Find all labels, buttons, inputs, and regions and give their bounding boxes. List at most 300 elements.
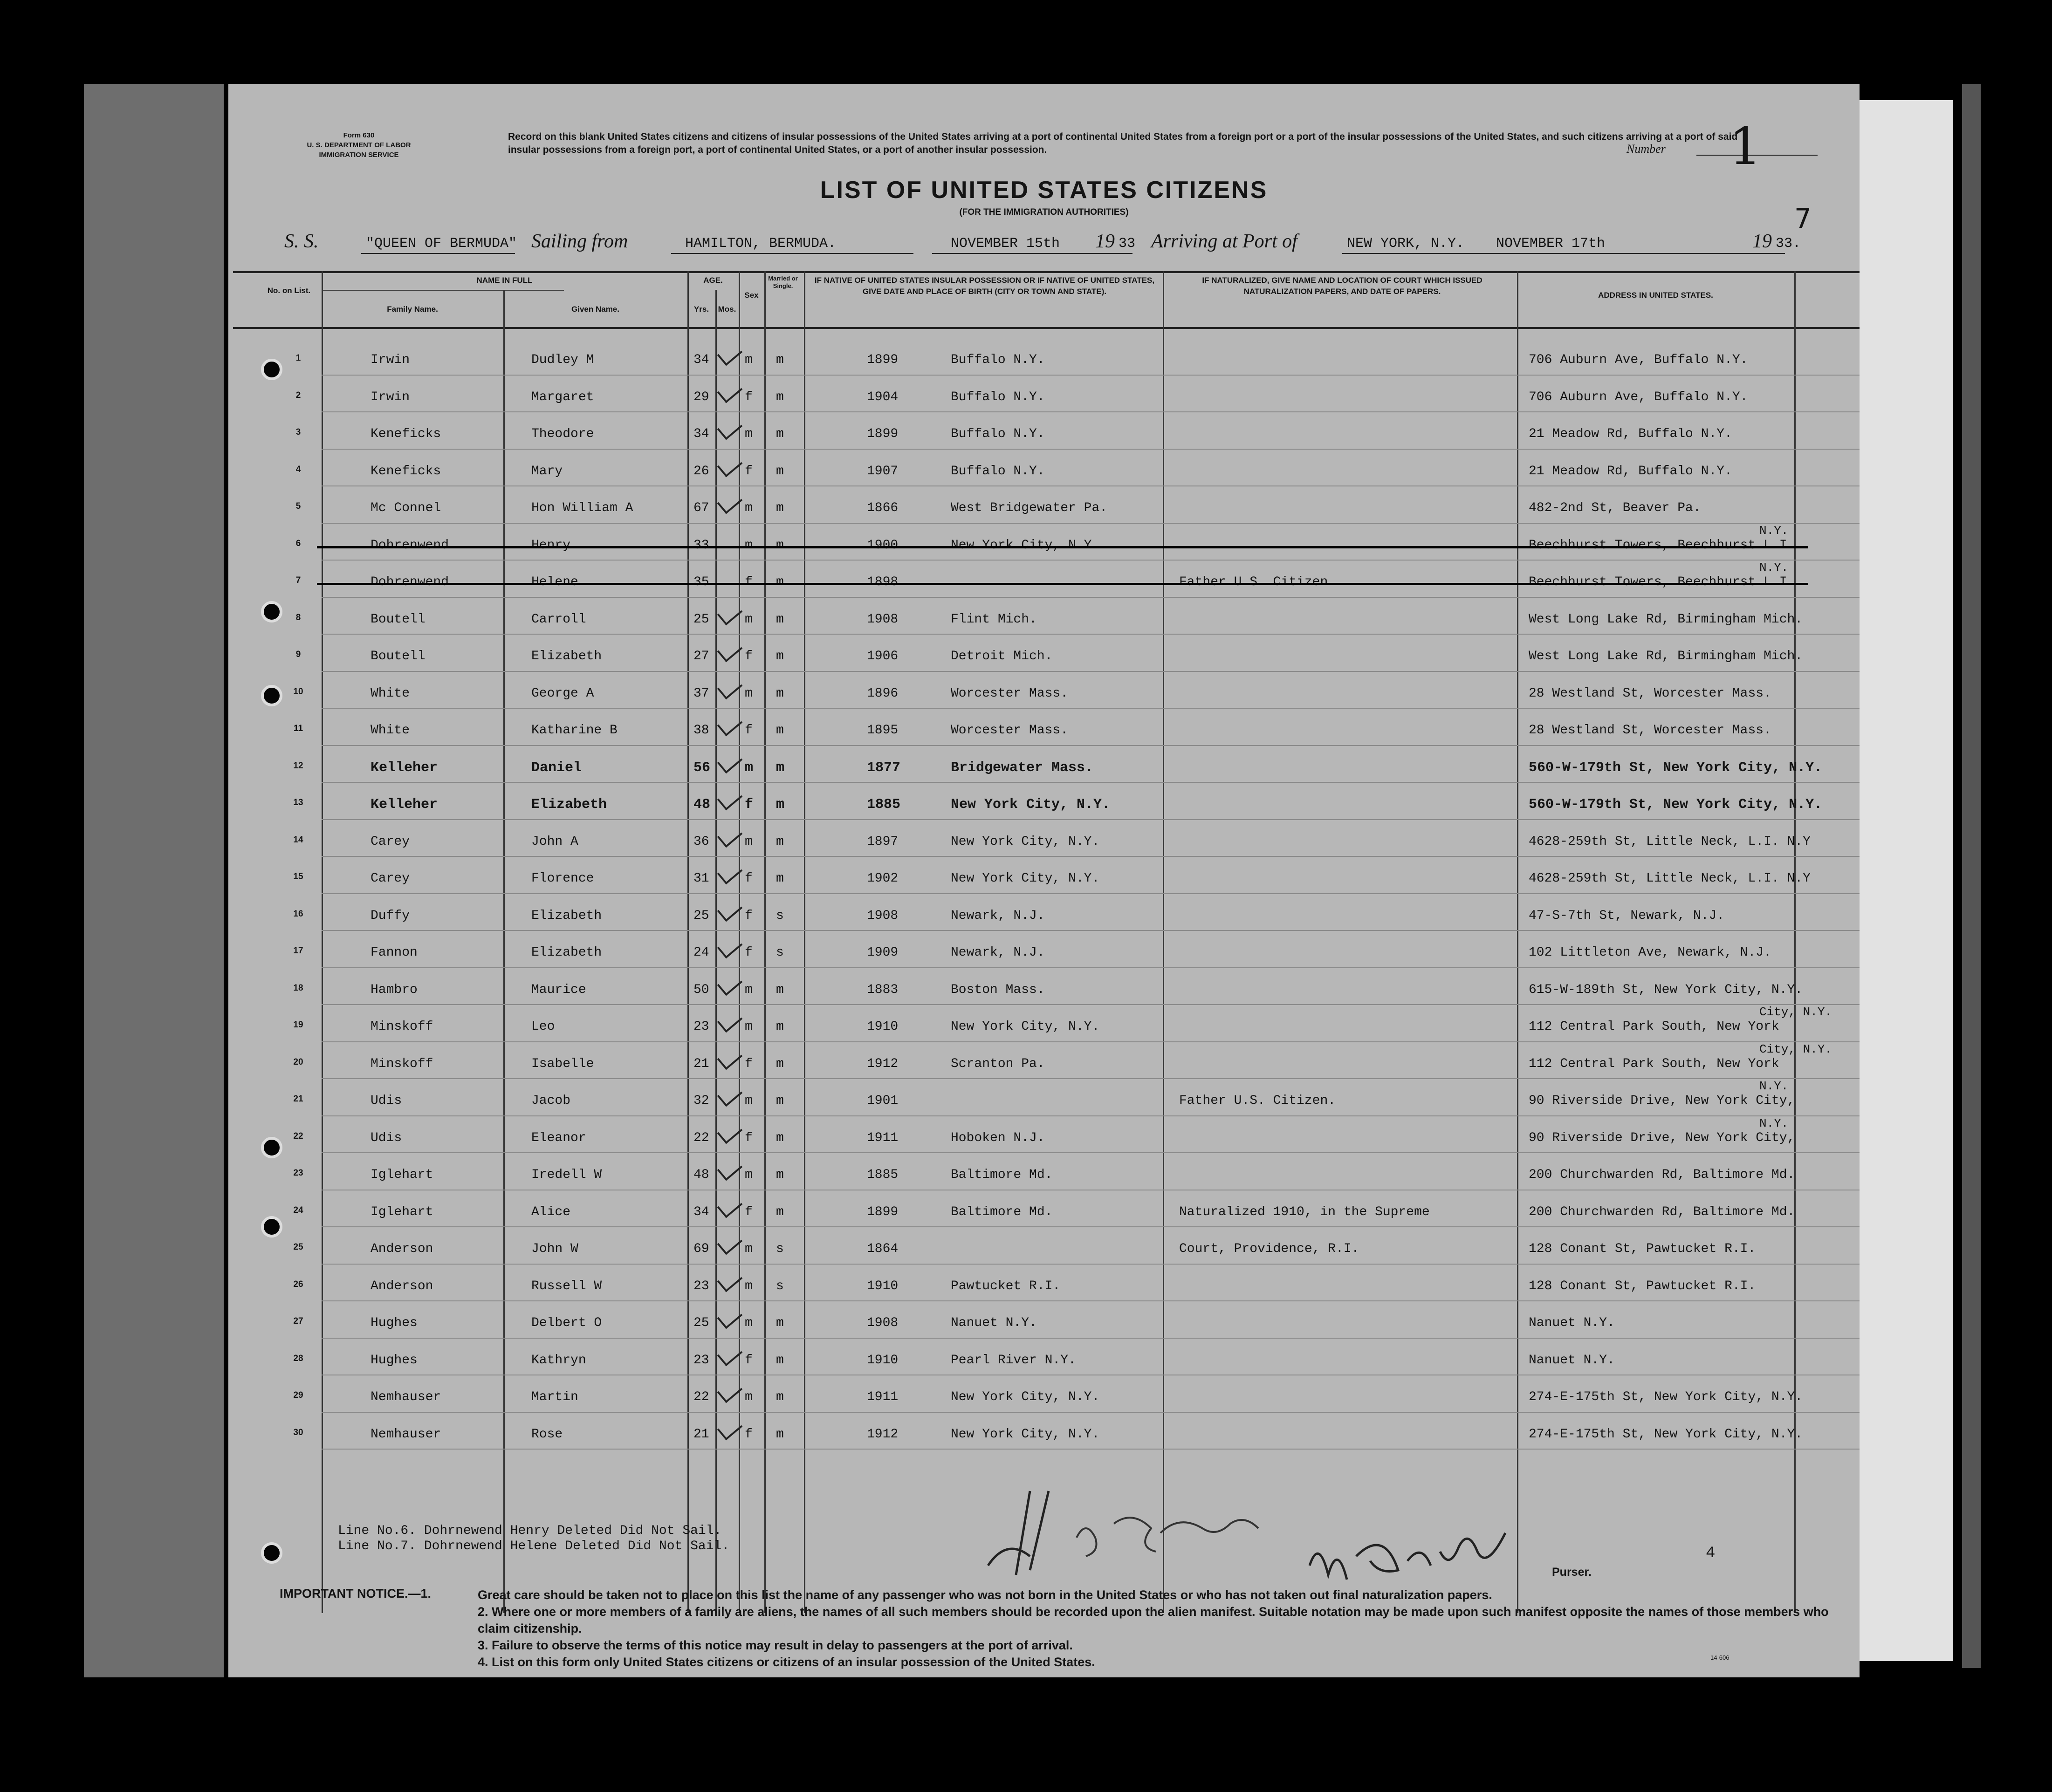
birth-year: 1912 xyxy=(867,1427,899,1442)
given-name: Martin xyxy=(531,1390,578,1404)
address-continuation: N.Y. xyxy=(1759,1116,1789,1130)
age-years: 25 xyxy=(693,908,709,923)
from-port: HAMILTON, BERMUDA. xyxy=(685,236,837,252)
married-single: m xyxy=(776,797,785,813)
address: Beechhurst Towers, Beechhurst L.I. xyxy=(1529,538,1795,553)
birth-place: Buffalo N.Y. xyxy=(951,353,1045,367)
married-single: m xyxy=(776,501,784,515)
row-rule xyxy=(322,819,1860,820)
age-years: 31 xyxy=(693,871,709,886)
address: 615-W-189th St, New York City, N.Y. xyxy=(1529,982,1803,997)
birth-place: Buffalo N.Y. xyxy=(951,464,1045,479)
age-years: 24 xyxy=(693,945,709,960)
birth-place: Baltimore Md. xyxy=(951,1168,1053,1182)
given-name: Daniel xyxy=(531,759,582,776)
age-years: 67 xyxy=(693,501,709,515)
sex: m xyxy=(745,427,753,441)
row-number: 8 xyxy=(295,612,301,622)
birth-year: 1901 xyxy=(867,1094,899,1108)
sex: m xyxy=(745,612,753,627)
given-name: John W xyxy=(531,1242,578,1256)
family-name: Kelleher xyxy=(371,797,438,813)
birth-place: Baltimore Md. xyxy=(951,1204,1053,1219)
address: 128 Conant St, Pawtucket R.I. xyxy=(1529,1279,1756,1293)
row-rule xyxy=(322,856,1860,857)
row-rule xyxy=(322,1152,1860,1153)
given-name: Hon William A xyxy=(531,501,633,515)
address: 21 Meadow Rd, Buffalo N.Y. xyxy=(1529,427,1732,441)
naturalization: Court, Providence, R.I. xyxy=(1179,1242,1359,1256)
given-name: Katharine B xyxy=(531,723,618,738)
age-years: 34 xyxy=(693,353,709,367)
form-number: Form 630 xyxy=(343,131,375,139)
sex: m xyxy=(745,538,753,553)
age-years: 29 xyxy=(693,390,709,404)
underlying-page-edge xyxy=(84,84,224,1677)
arrive-year-prefix: 19 xyxy=(1752,231,1772,252)
birth-place: Worcester Mass. xyxy=(951,723,1069,738)
row-number: 29 xyxy=(293,1390,303,1400)
header-family-name: Family Name. xyxy=(387,305,438,314)
header-birth: IF NATIVE OF UNITED STATES INSULAR POSSESSION OR IF NATIVE OF UNITED STATES, GIVE DATE AND PLACE OF BIRTH (CITY OR TOWN AND STATE). xyxy=(814,276,1155,296)
address: 90 Riverside Drive, New York City, xyxy=(1529,1094,1795,1108)
row-number: 23 xyxy=(293,1168,303,1178)
row-rule xyxy=(322,782,1860,783)
row-number: 26 xyxy=(293,1279,303,1289)
married-single: m xyxy=(776,1168,784,1182)
row-number: 10 xyxy=(293,686,303,697)
header-address: ADDRESS IN UNITED STATES. xyxy=(1598,291,1713,300)
notice-1: Great care should be taken not to place on this list the name of any passenger who was not born in the United States or who has not taken out final naturalization papers. xyxy=(478,1588,1492,1602)
birth-year: 1907 xyxy=(867,464,899,479)
ss-label: S. S. xyxy=(284,231,319,252)
birth-place: New York City, N.Y. xyxy=(951,1019,1100,1034)
birth-place: New York City, N.Y. xyxy=(951,834,1100,849)
age-years: 34 xyxy=(693,427,709,441)
row-number: 14 xyxy=(293,834,303,845)
address: Nanuet N.Y. xyxy=(1529,1353,1615,1368)
family-name: Udis xyxy=(371,1130,402,1145)
birth-place: Pawtucket R.I. xyxy=(951,1279,1061,1293)
birth-place: Scranton Pa. xyxy=(951,1056,1045,1071)
sex: f xyxy=(745,908,753,923)
naturalization: Father U.S. Citizen. xyxy=(1179,575,1336,589)
name-group-rule xyxy=(322,290,527,291)
address-continuation: N.Y. xyxy=(1759,523,1789,538)
family-name: Carey xyxy=(371,871,410,886)
address-continuation: N.Y. xyxy=(1759,1079,1789,1093)
row-rule xyxy=(322,523,1860,524)
birth-place: New York City, N.Y. xyxy=(951,538,1100,553)
strike-through-line xyxy=(317,546,1808,548)
married-single: m xyxy=(776,1094,784,1108)
married-single: m xyxy=(776,1353,784,1368)
notice-4: 4. List on this form only United States citizens or citizens of an insular possession of the United States. xyxy=(478,1655,1095,1669)
row-rule xyxy=(322,449,1860,450)
row-number: 4 xyxy=(295,464,301,474)
row-rule xyxy=(322,597,1860,598)
address: 482-2nd St, Beaver Pa. xyxy=(1529,501,1701,515)
age-years: 50 xyxy=(693,982,709,997)
married-single: m xyxy=(776,538,784,553)
row-rule xyxy=(322,1004,1860,1005)
married-single: m xyxy=(776,1019,784,1034)
married-single: m xyxy=(776,427,784,441)
married-single: m xyxy=(776,390,784,404)
given-name: John A xyxy=(531,834,578,849)
family-name: Keneficks xyxy=(371,464,441,479)
arrive-year: 33. xyxy=(1776,236,1801,252)
birth-place: Worcester Mass. xyxy=(951,686,1069,701)
given-name: Mary xyxy=(531,464,563,479)
family-name: Anderson xyxy=(371,1279,433,1293)
sex: f xyxy=(745,723,753,738)
sex: m xyxy=(745,501,753,515)
age-years: 69 xyxy=(693,1242,709,1256)
married-single: m xyxy=(776,1390,784,1404)
address-continuation: City, N.Y. xyxy=(1759,1042,1832,1056)
deleted-note-line-7: Line No.7. Dohrnewend Helene Deleted Did Not Sail. xyxy=(338,1539,730,1553)
age-years: 35 xyxy=(693,575,709,589)
married-single: m xyxy=(776,1056,784,1071)
row-rule xyxy=(322,930,1860,931)
row-number: 25 xyxy=(293,1242,303,1252)
sex: f xyxy=(745,464,753,479)
header-mos: Mos. xyxy=(718,305,736,314)
given-name: Dudley M xyxy=(531,353,594,367)
sex: m xyxy=(745,353,753,367)
citizens-table xyxy=(233,271,1860,1613)
birth-year: 1885 xyxy=(867,1168,899,1182)
table-top-border xyxy=(233,271,1860,273)
row-rule xyxy=(322,1412,1860,1413)
given-name: Rose xyxy=(531,1427,563,1442)
sex: f xyxy=(745,797,754,813)
row-number: 1 xyxy=(295,353,301,363)
given-name: Eleanor xyxy=(531,1130,586,1145)
age-years: 33 xyxy=(693,538,709,553)
married-single: m xyxy=(776,464,784,479)
birth-place: Newark, N.J. xyxy=(951,945,1045,960)
row-rule xyxy=(322,1449,1860,1450)
family-name: White xyxy=(371,723,410,738)
address: 102 Littleton Ave, Newark, N.J. xyxy=(1529,945,1771,960)
birth-year: 1909 xyxy=(867,945,899,960)
row-number: 28 xyxy=(293,1353,303,1363)
row-number: 11 xyxy=(293,724,303,733)
address: 4628-259th St, Little Neck, L.I. N.Y xyxy=(1529,871,1811,886)
adjacent-page-shadow xyxy=(1962,84,1981,1668)
given-name: Russell W xyxy=(531,1279,602,1293)
birth-place: Buffalo N.Y. xyxy=(951,427,1045,441)
given-name: Theodore xyxy=(531,427,594,441)
family-name: Boutell xyxy=(371,649,425,663)
row-rule xyxy=(322,1041,1860,1042)
birth-year: 1908 xyxy=(867,908,899,923)
row-number: 3 xyxy=(295,427,301,437)
address: 274-E-175th St, New York City, N.Y. xyxy=(1529,1427,1803,1442)
address: 200 Churchwarden Rd, Baltimore Md. xyxy=(1529,1168,1795,1182)
number-label: Number xyxy=(1627,142,1666,156)
family-name: Hambro xyxy=(371,982,418,997)
married-single: m xyxy=(776,871,784,886)
header-given-name: Given Name. xyxy=(571,305,619,314)
birth-year: 1910 xyxy=(867,1279,899,1293)
birth-place: Pearl River N.Y. xyxy=(951,1353,1076,1368)
address: 112 Central Park South, New York xyxy=(1529,1019,1779,1034)
sex: f xyxy=(745,649,753,663)
column-rule xyxy=(503,290,505,1613)
birth-year: 1896 xyxy=(867,686,899,701)
given-name: Elizabeth xyxy=(531,908,602,923)
birth-year: 1899 xyxy=(867,1204,899,1219)
age-years: 48 xyxy=(693,797,711,813)
age-years: 23 xyxy=(693,1353,709,1368)
sex: f xyxy=(745,1130,753,1145)
sailing-label: Sailing from xyxy=(531,231,628,252)
sex: f xyxy=(745,1353,753,1368)
address: Beechhurst Towers, Beechhurst L.I. xyxy=(1529,575,1795,589)
family-name: Boutell xyxy=(371,612,425,627)
row-number: 15 xyxy=(293,872,303,882)
header-married-single: Married or Single. xyxy=(768,275,798,289)
birth-place: Newark, N.J. xyxy=(951,908,1045,923)
service: IMMIGRATION SERVICE xyxy=(319,151,399,159)
address: 4628-259th St, Little Neck, L.I. N.Y xyxy=(1529,834,1811,849)
birth-place: Boston Mass. xyxy=(951,982,1045,997)
address: 28 Westland St, Worcester Mass. xyxy=(1529,723,1771,738)
married-single: s xyxy=(776,945,784,960)
sex: f xyxy=(745,575,753,589)
family-name: Carey xyxy=(371,834,410,849)
address: 112 Central Park South, New York xyxy=(1529,1056,1779,1071)
married-single: m xyxy=(776,834,784,849)
family-name: Dohrenwend xyxy=(371,538,449,553)
naturalization: Naturalized 1910, in the Supreme xyxy=(1179,1204,1430,1219)
given-name: Florence xyxy=(531,871,594,886)
notice-3: 3. Failure to observe the terms of this notice may result in delay to passengers at the port of arrival. xyxy=(478,1638,1073,1652)
row-rule xyxy=(322,634,1860,635)
given-name: Elizabeth xyxy=(531,649,602,663)
family-name: Kelleher xyxy=(371,759,438,776)
family-name: Anderson xyxy=(371,1242,433,1256)
family-name: Dohrenwend xyxy=(371,575,449,589)
birth-year: 1898 xyxy=(867,575,899,589)
voyage-line xyxy=(284,229,1860,257)
married-single: m xyxy=(776,1204,784,1219)
notice-2: 2. Where one or more members of a family are aliens, the names of all such members should be recorded upon the alien manifest. Suitable notation may be made upon such manifest opposite the names of those members who claim citizenship. xyxy=(478,1605,1829,1635)
row-rule xyxy=(322,967,1860,968)
row-number: 20 xyxy=(293,1057,303,1067)
family-name: Irwin xyxy=(371,353,410,367)
row-number: 16 xyxy=(293,909,303,919)
row-number: 17 xyxy=(293,946,303,956)
address-continuation: City, N.Y. xyxy=(1759,1005,1832,1019)
address: 47-S-7th St, Newark, N.J. xyxy=(1529,908,1725,923)
sex: f xyxy=(745,1056,753,1071)
family-name: Duffy xyxy=(371,908,410,923)
age-group-rule xyxy=(527,290,564,291)
given-name: Delbert O xyxy=(531,1316,602,1330)
age-years: 37 xyxy=(693,686,709,701)
family-name: Iglehart xyxy=(371,1168,433,1182)
married-single: m xyxy=(776,686,784,701)
sail-date: NOVEMBER 15th xyxy=(951,236,1060,252)
sex: m xyxy=(745,1242,753,1256)
row-rule xyxy=(322,1115,1860,1116)
column-rule xyxy=(715,290,717,1613)
sex: m xyxy=(745,686,753,701)
family-name: Irwin xyxy=(371,390,410,404)
row-rule xyxy=(322,893,1860,894)
birth-place: New York City, N.Y. xyxy=(951,1390,1100,1404)
married-single: m xyxy=(776,1316,784,1330)
to-port: NEW YORK, N.Y. xyxy=(1347,236,1465,252)
address: 28 Westland St, Worcester Mass. xyxy=(1529,686,1771,701)
birth-year: 1899 xyxy=(867,353,899,367)
age-years: 25 xyxy=(693,1316,709,1330)
birth-year: 1866 xyxy=(867,501,899,515)
age-years: 21 xyxy=(693,1427,709,1442)
address: 706 Auburn Ave, Buffalo N.Y. xyxy=(1529,353,1748,367)
row-rule xyxy=(322,745,1860,746)
row-number: 30 xyxy=(293,1427,303,1437)
address: West Long Lake Rd, Birmingham Mich. xyxy=(1529,649,1803,663)
address: 706 Auburn Ave, Buffalo N.Y. xyxy=(1529,390,1748,404)
strike-through-line xyxy=(317,583,1808,585)
form-identifier xyxy=(289,130,429,160)
notice-heading: IMPORTANT NOTICE.—1. xyxy=(280,1587,432,1600)
row-number: 2 xyxy=(295,390,301,400)
age-years: 22 xyxy=(693,1390,709,1404)
birth-place: Detroit Mich. xyxy=(951,649,1053,663)
married-single: m xyxy=(776,759,785,776)
married-single: s xyxy=(776,908,784,923)
birth-year: 1899 xyxy=(867,427,899,441)
record-instructions: Record on this blank United States citizens and citizens of insular possessions of the United States arriving at a port of continental United States from a foreign port or a port of the insular possessions of the United States, and such citizens arriving at a port of said insular possessions from a foreign port, a port of continental United States, or a port of another insular possession. xyxy=(508,131,1738,155)
adjacent-page-strip xyxy=(1860,100,1953,1661)
address: 21 Meadow Rd, Buffalo N.Y. xyxy=(1529,464,1732,479)
birth-year: 1902 xyxy=(867,871,899,886)
manifest-sheet xyxy=(228,84,1860,1677)
age-years: 48 xyxy=(693,1168,709,1182)
given-name: Margaret xyxy=(531,390,594,404)
birth-year: 1912 xyxy=(867,1056,899,1071)
header-age: AGE. xyxy=(703,276,723,285)
birth-place: New York City, N.Y. xyxy=(951,1427,1100,1442)
header-bottom-border xyxy=(233,327,1860,329)
sex: f xyxy=(745,1427,753,1442)
married-single: m xyxy=(776,575,784,589)
row-rule xyxy=(322,708,1860,709)
given-name: Isabelle xyxy=(531,1056,594,1071)
age-years: 34 xyxy=(693,1204,709,1219)
given-name: Alice xyxy=(531,1204,571,1219)
address: 200 Churchwarden Rd, Baltimore Md. xyxy=(1529,1204,1795,1219)
married-single: m xyxy=(776,612,784,627)
birth-place: New York City, N.Y. xyxy=(951,797,1111,813)
married-single: m xyxy=(776,649,784,663)
address: 560-W-179th St, New York City, N.Y. xyxy=(1529,759,1823,776)
header-no-on-list: No. on List. xyxy=(267,286,311,295)
birth-place: Hoboken N.J. xyxy=(951,1130,1045,1145)
age-years: 36 xyxy=(693,834,709,849)
row-number: 24 xyxy=(293,1205,303,1215)
given-name: George A xyxy=(531,686,594,701)
age-years: 27 xyxy=(693,649,709,663)
married-single: m xyxy=(776,1130,784,1145)
age-years: 25 xyxy=(693,612,709,627)
ship-name: "QUEEN OF BERMUDA" xyxy=(366,236,517,252)
family-name: Minskoff xyxy=(371,1019,433,1034)
birth-year: 1908 xyxy=(867,612,899,627)
birth-year: 1895 xyxy=(867,723,899,738)
sail-year-prefix: 19 xyxy=(1095,231,1115,252)
given-name: Leo xyxy=(531,1019,555,1034)
row-number: 27 xyxy=(293,1316,303,1326)
row-rule xyxy=(322,671,1860,672)
page-title: LIST OF UNITED STATES CITIZENS xyxy=(820,177,1268,204)
purser-label: Purser. xyxy=(1552,1566,1592,1579)
sex: m xyxy=(745,759,754,776)
sex: m xyxy=(745,982,753,997)
given-name: Elizabeth xyxy=(531,945,602,960)
married-single: m xyxy=(776,1427,784,1442)
row-number: 19 xyxy=(293,1020,303,1030)
sex: f xyxy=(745,945,753,960)
married-single: s xyxy=(776,1279,784,1293)
address: 274-E-175th St, New York City, N.Y. xyxy=(1529,1390,1803,1404)
row-number: 21 xyxy=(293,1094,303,1104)
married-single: s xyxy=(776,1242,784,1256)
footer-code: 14-606 xyxy=(1710,1654,1729,1661)
birth-place: New York City, N.Y. xyxy=(951,871,1100,886)
address: 90 Riverside Drive, New York City, xyxy=(1529,1130,1795,1145)
address-continuation: N.Y. xyxy=(1759,561,1789,575)
row-number: 22 xyxy=(293,1131,303,1141)
row-number: 13 xyxy=(293,798,303,807)
row-rule xyxy=(322,560,1860,561)
given-name: Henry xyxy=(531,538,571,553)
given-name: Helene xyxy=(531,575,578,589)
birth-year: 1910 xyxy=(867,1353,899,1368)
birth-year: 1900 xyxy=(867,538,899,553)
family-name: Udis xyxy=(371,1094,402,1108)
address: Nanuet N.Y. xyxy=(1529,1316,1615,1330)
family-name: Iglehart xyxy=(371,1204,433,1219)
address: 560-W-179th St, New York City, N.Y. xyxy=(1529,797,1823,813)
row-rule xyxy=(322,1226,1860,1227)
birth-year: 1885 xyxy=(867,797,901,813)
row-number: 7 xyxy=(295,575,301,585)
married-single: m xyxy=(776,982,784,997)
birth-year: 1904 xyxy=(867,390,899,404)
address: West Long Lake Rd, Birmingham Mich. xyxy=(1529,612,1803,627)
married-single: m xyxy=(776,353,784,367)
age-years: 23 xyxy=(693,1279,709,1293)
birth-place: Bridgewater Mass. xyxy=(951,759,1094,776)
birth-year: 1908 xyxy=(867,1316,899,1330)
age-years: 23 xyxy=(693,1019,709,1034)
family-name: Nemhauser xyxy=(371,1427,441,1442)
sex: m xyxy=(745,1168,753,1182)
birth-year: 1877 xyxy=(867,759,901,776)
sex: m xyxy=(745,1094,753,1108)
row-number: 5 xyxy=(295,501,301,511)
family-name: Nemhauser xyxy=(371,1390,441,1404)
sex: f xyxy=(745,390,753,404)
row-rule xyxy=(322,411,1860,412)
